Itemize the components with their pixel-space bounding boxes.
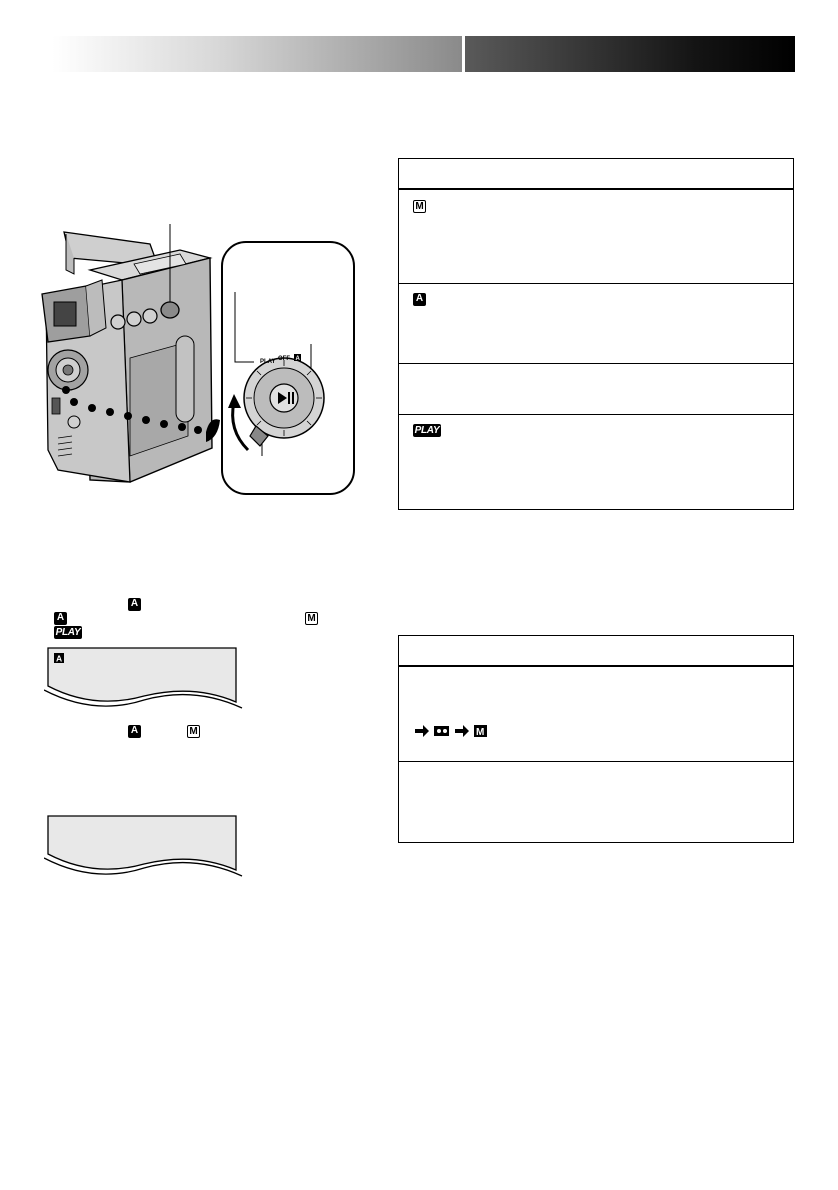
lcd-screen-auto: [44, 646, 244, 712]
header-bar-right: [465, 36, 795, 72]
svg-text:A: A: [56, 653, 63, 664]
arrow-right-icon: [455, 725, 469, 737]
lcd-screen-manual: [44, 814, 244, 880]
settings-table: [398, 635, 794, 843]
mode-row-off: [399, 364, 793, 415]
dial-label-auto: A: [295, 356, 300, 362]
header-bar-left: [52, 36, 462, 72]
manual-mode-icon: M: [187, 725, 200, 738]
mode-row-play: [399, 415, 793, 510]
mode-table-header: [399, 159, 793, 190]
mode-table: [398, 158, 794, 510]
mode-row-manual: [399, 190, 793, 284]
dial-closeup-illustration: [220, 240, 358, 498]
arrow-right-icon: [415, 725, 429, 737]
mode-row-auto: [399, 284, 793, 364]
manual-mode-icon: M: [413, 200, 426, 213]
dial-label-off: OFF: [278, 356, 290, 362]
settings-row-2: [399, 762, 793, 843]
auto-mode-icon: A: [128, 725, 141, 738]
settings-table-header: [399, 636, 793, 667]
auto-mode-icon: A: [128, 598, 141, 611]
play-mode-icon: PLAY: [414, 425, 440, 436]
auto-mode-icon: A: [413, 293, 426, 306]
settings-row-1: [399, 667, 793, 762]
auto-mode-icon: A: [54, 612, 67, 625]
play-mode-icon: PLAY: [55, 627, 81, 638]
svg-text:M: M: [476, 727, 485, 738]
mode-sequence-icons: [415, 723, 505, 739]
manual-mode-icon: M: [305, 612, 318, 625]
dial-label-play: PLAY: [260, 359, 276, 365]
